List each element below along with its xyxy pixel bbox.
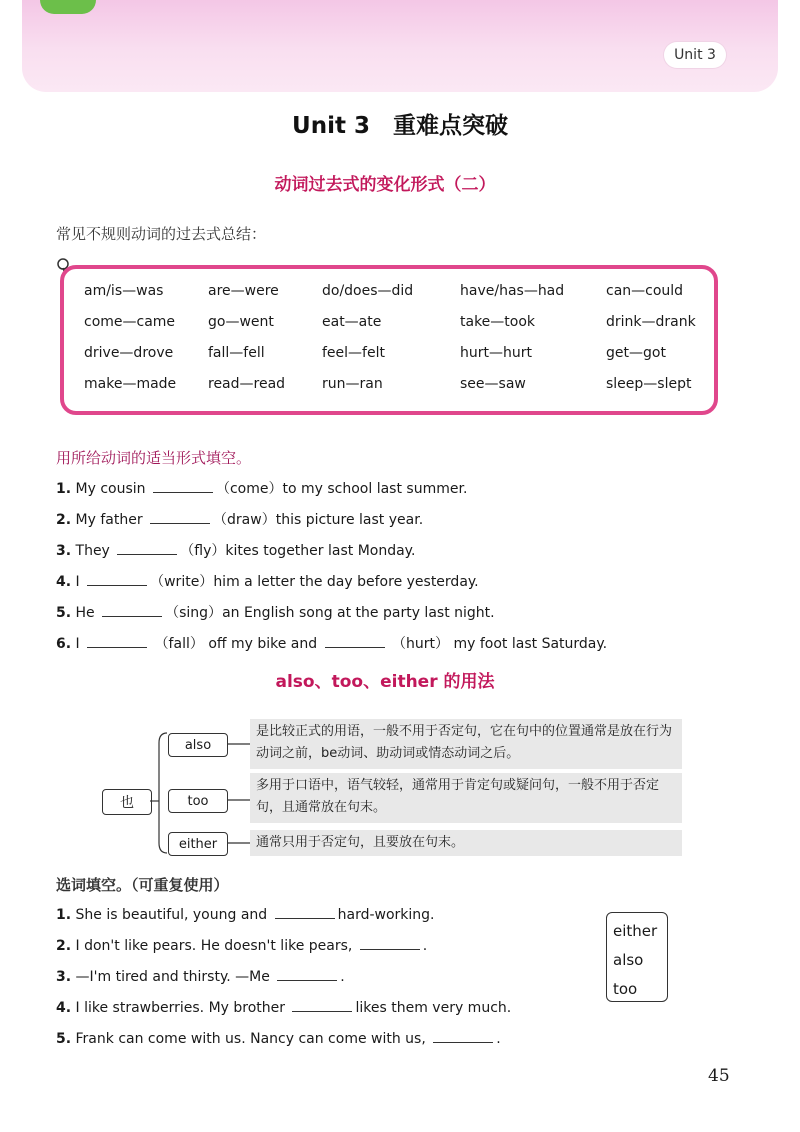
verb-hint: （write） [150,574,214,590]
question-text: They [75,543,110,559]
question-text: I [75,574,80,590]
verb-pair: am/is—was [84,283,164,299]
word-box-too: too [168,789,228,813]
verb-pair: hurt—hurt [460,345,532,361]
question-text: this picture last year. [275,512,424,528]
question-number: 2. [56,512,72,528]
fill-question-5 [56,1028,501,1047]
question-text: . [496,1031,501,1047]
question-number: 6. [56,636,72,652]
question-number: 5. [56,605,72,621]
answer-blank[interactable] [117,540,177,555]
header-band [22,0,778,92]
fill-question-2 [56,935,427,954]
question-text: off my bike and [208,636,318,652]
question-text: He [75,605,95,621]
section-title-also-too-either: also、too、either 的用法 [275,672,495,692]
answer-blank[interactable] [325,633,385,648]
question-text: I don't like pears. He doesn't like pears, [75,938,353,954]
verb-pair: read—read [208,376,286,392]
verb-pair: take—took [460,314,536,330]
question-text: I like strawberries. My brother [75,1000,286,1016]
verb-pair: get—got [606,345,666,361]
question-text: My father [75,512,143,528]
question-number: 1. [56,481,72,497]
question-text: kites together last Monday. [225,543,416,559]
fill-question-4 [56,997,511,1016]
question-text: likes them very much. [355,1000,512,1016]
verb-pair: make—made [84,376,177,392]
question-2 [56,509,423,529]
verb-pair: sleep—slept [606,376,692,392]
verb-pair: go—went [208,314,274,330]
verb-hint: （draw） [213,512,276,528]
question-text: to my school last summer. [282,481,468,497]
verb-hint: （fall） [154,636,204,652]
verb-pair: eat—ate [322,314,382,330]
question-3 [56,540,415,560]
verb-pair: are—were [208,283,279,299]
verb-hint: （come） [215,481,283,497]
question-6 [56,633,607,653]
answer-blank[interactable] [87,571,147,586]
desc-either: 通常只用于否定句，且要放在句末。 [250,830,682,856]
summary-heading: 常见不规则动词的过去式总结： [56,225,267,243]
word-bank-item: also [613,951,644,969]
leaf-decoration [40,0,96,14]
verb-grid [84,280,714,395]
verb-pair: run—ran [322,376,383,392]
word-bank-item: too [613,980,638,998]
answer-blank[interactable] [150,509,210,524]
question-4 [56,571,479,591]
question-number: 3. [56,543,72,559]
word-bank [606,912,668,1002]
exercise1-heading: 用所给动词的适当形式填空。 [56,449,252,467]
verb-pair: drive—drove [84,345,174,361]
root-word-box: 也 [102,789,152,815]
question-number: 5. [56,1031,72,1047]
question-number: 4. [56,1000,72,1016]
answer-blank[interactable] [433,1028,493,1043]
answer-blank[interactable] [87,633,147,648]
question-text: . [422,938,428,954]
question-text: My cousin [75,481,146,497]
answer-blank[interactable] [102,602,162,617]
page-title: Unit 3 重难点突破 [292,113,508,139]
fill-question-1 [56,904,435,923]
question-number: 1. [56,907,72,923]
question-text: an English song at the party last night. [222,605,495,621]
question-text: hard-working. [337,907,435,923]
question-text: —I'm tired and thirsty. —Me [75,969,270,985]
word-box-either: either [168,832,228,856]
verb-pair: have/has—had [460,283,565,299]
exercise2-heading: 选词填空。（可重复使用） [56,876,229,894]
verb-pair: feel—felt [322,345,385,361]
answer-blank[interactable] [153,478,213,493]
desc-also: 是比较正式的用语，一般不用于否定句，它在句中的位置通常是放在行为动词之前，be动词、助动词或情态动词之后。 [250,719,682,769]
verb-hint: （sing） [165,605,223,621]
question-text: I [75,636,80,652]
answer-blank[interactable] [277,966,337,981]
verb-pair: do/does—did [322,283,414,299]
answer-blank[interactable] [275,904,335,919]
desc-too: 多用于口语中，语气较轻，通常用于肯定句或疑问句，一般不用于否定句，且通常放在句末。 [250,773,682,823]
verb-pair: drink—drank [606,314,696,330]
question-text: She is beautiful, young and [75,907,268,923]
verb-pair: see—saw [460,376,526,392]
verb-hint: （fly） [180,543,226,559]
section-title-past-tense: 动词过去式的变化形式（二） [274,175,496,195]
verb-pair: fall—fell [208,345,265,361]
question-number: 2. [56,938,72,954]
question-text: Frank can come with us. Nancy can come with us, [75,1031,426,1047]
question-number: 3. [56,969,72,985]
verb-pair: come—came [84,314,176,330]
unit-tag: Unit 3 [664,42,726,68]
word-bank-item: either [613,922,658,940]
question-text: my foot last Saturday. [453,636,608,652]
question-5 [56,602,495,622]
question-number: 4. [56,574,72,590]
fill-question-3 [56,966,345,985]
verb-hint: （hurt） [392,636,450,652]
answer-blank[interactable] [292,997,352,1012]
question-1 [56,478,467,498]
word-box-also: also [168,733,228,757]
question-text: . [340,969,345,985]
answer-blank[interactable] [360,935,420,950]
question-text: him a letter the day before yesterday. [213,574,479,590]
page-number: 45 [708,1066,730,1086]
verb-pair: can—could [606,283,684,299]
